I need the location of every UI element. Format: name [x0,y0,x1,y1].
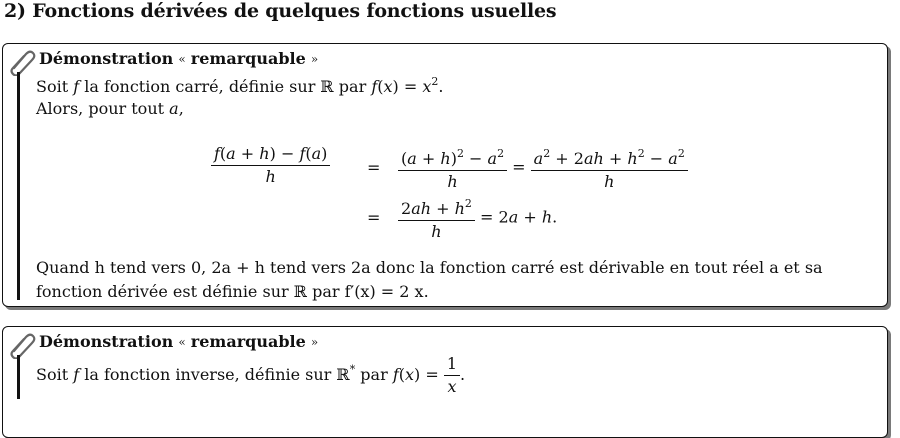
box-heading: Démonstration « remarquable » [39,332,319,351]
box-heading: Démonstration « remarquable » [39,49,319,68]
section-title: 2) Fonctions dérivées de quelques fonctions usuelles [4,0,557,22]
demonstration-box-square [2,43,888,307]
demonstration-box-inverse [2,326,888,438]
equation-rhs-2: $\frac{2ah + h^2}{h}$ = 2a + h. [398,193,557,243]
equation-rhs-1: $\frac{(a + h)^2 - a^2}{h}$ = $\frac{a^2 + 2ah + h^2 - a^2}{h}$ [398,143,688,193]
heading-quote: remarquable [190,332,306,351]
heading-label: Démonstration [39,49,174,68]
statement-line: Soit f la fonction carré, définie sur ℝ par $f(x) = x^2$. [36,75,444,96]
paperclip-icon [7,48,37,76]
heading-label: Démonstration [39,332,174,351]
conclusion-line-2: fonction dérivée est définie sur ℝ par f′(x) = 2 x. [36,282,429,301]
left-rule [17,355,20,399]
heading-quote: remarquable [190,49,306,68]
conclusion-line-1: Quand h tend vers 0, 2a + h tend vers 2a donc la fonction carré est dérivable en tout réel a et sa [36,258,823,277]
statement-line: Soit f la fonction inverse, définie sur ℝ* par f(x) = $\frac{1}{x}$ . [36,354,466,396]
left-rule [17,72,20,300]
intro-line: Alors, pour tout a, [36,99,184,118]
equals-sign: = [367,158,381,177]
equals-sign: = [367,208,381,227]
equation-row-1: $\frac{f(a + h) - f(a)}{h}$ [211,143,330,188]
paperclip-icon [7,331,37,359]
